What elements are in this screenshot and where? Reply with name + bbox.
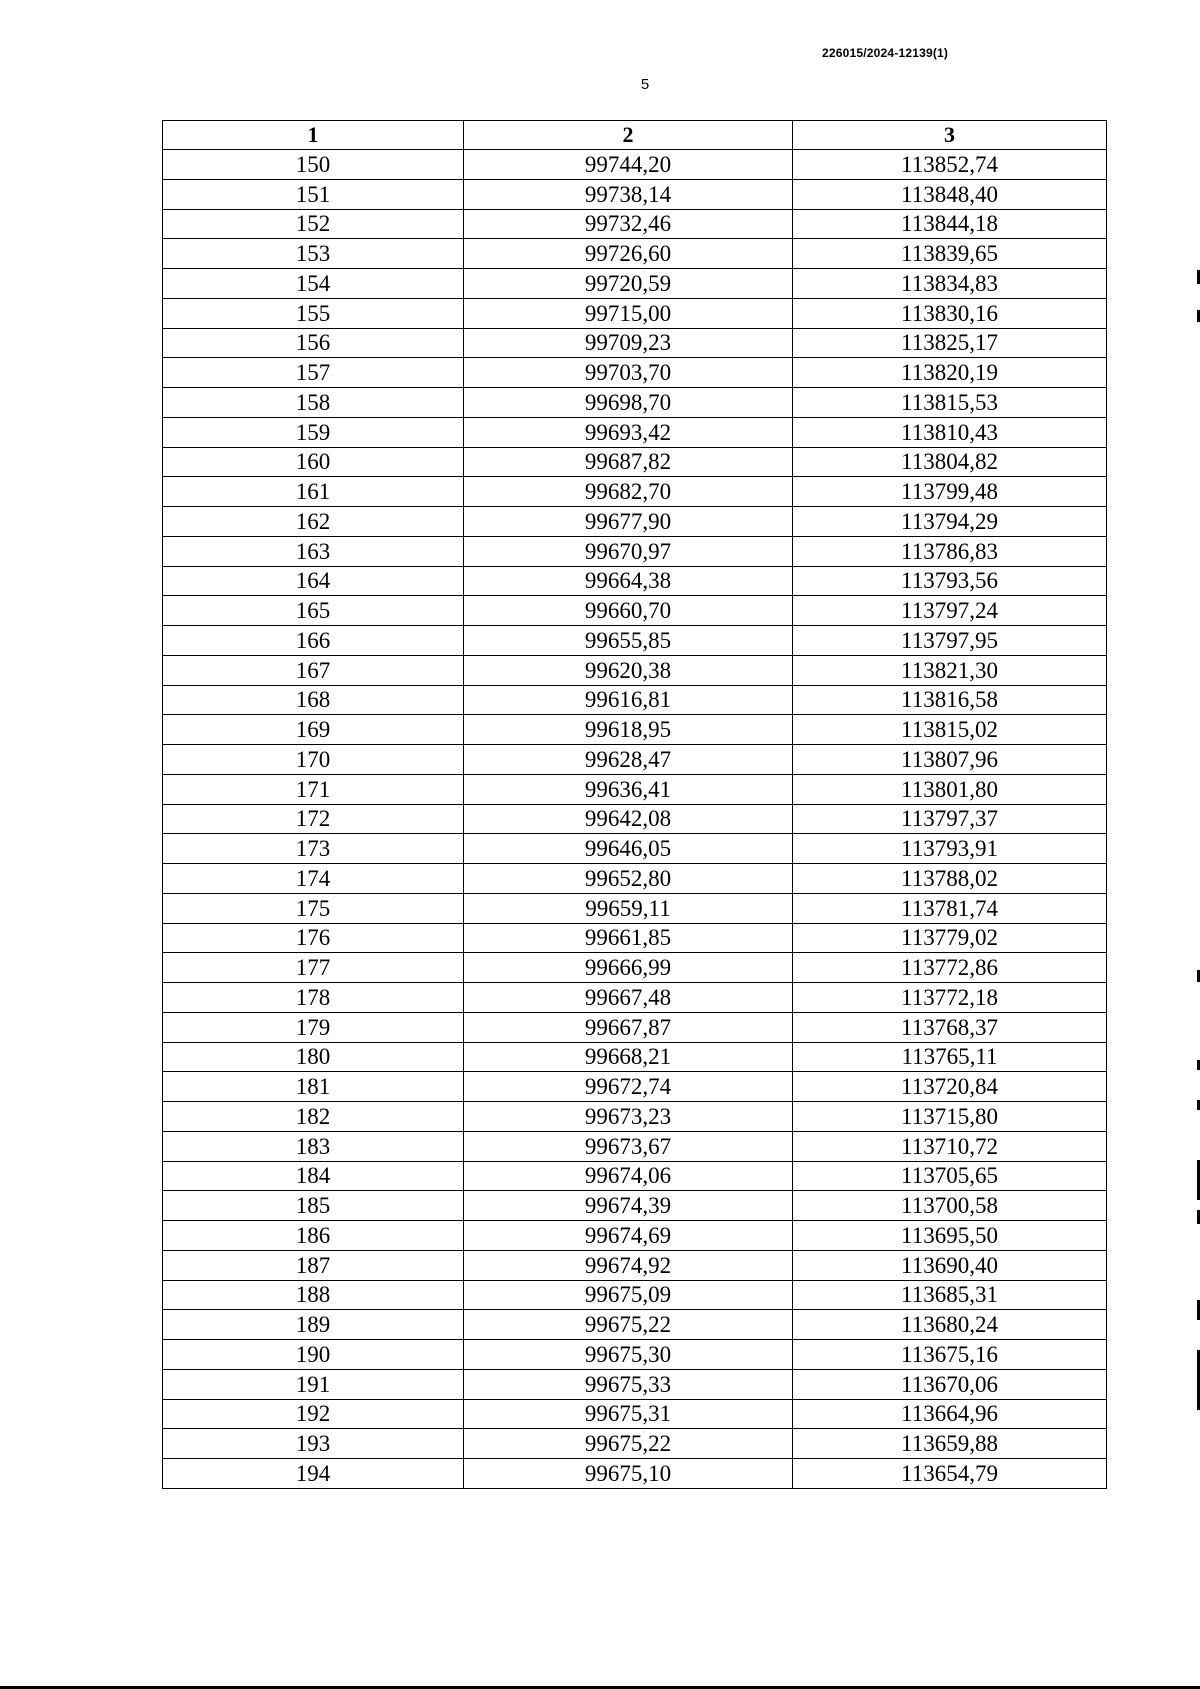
- table-row: [163, 1310, 1107, 1340]
- coordinate-x-cell: 99675,30: [464, 1340, 793, 1370]
- coordinate-y-cell: 113807,96: [793, 745, 1107, 775]
- point-number-cell: 178: [163, 983, 464, 1013]
- table-row: [163, 1042, 1107, 1072]
- coordinate-x-cell: 99675,22: [464, 1310, 793, 1340]
- coordinate-y-cell: 113768,37: [793, 1012, 1107, 1042]
- coordinate-x-cell: 99664,38: [464, 566, 793, 596]
- point-number-cell: 158: [163, 388, 464, 418]
- coordinate-y-cell: 113830,16: [793, 298, 1107, 328]
- table-row: [163, 596, 1107, 626]
- point-number-cell: 163: [163, 536, 464, 566]
- table-row: [163, 804, 1107, 834]
- point-number-cell: 191: [163, 1369, 464, 1399]
- point-number-cell: 174: [163, 864, 464, 894]
- coordinate-x-cell: 99655,85: [464, 626, 793, 656]
- coordinate-y-cell: 113810,43: [793, 417, 1107, 447]
- coordinate-y-cell: 113848,40: [793, 179, 1107, 209]
- coordinate-y-cell: 113815,02: [793, 715, 1107, 745]
- coordinate-x-cell: 99675,22: [464, 1429, 793, 1459]
- coordinate-y-cell: 113765,11: [793, 1042, 1107, 1072]
- coordinate-y-cell: 113675,16: [793, 1340, 1107, 1370]
- point-number-cell: 164: [163, 566, 464, 596]
- table-row: [163, 269, 1107, 299]
- coordinate-x-cell: 99616,81: [464, 685, 793, 715]
- point-number-cell: 154: [163, 269, 464, 299]
- coordinate-x-cell: 99693,42: [464, 417, 793, 447]
- table-row: [163, 745, 1107, 775]
- point-number-cell: 184: [163, 1161, 464, 1191]
- point-number-cell: 172: [163, 804, 464, 834]
- point-number-cell: 153: [163, 239, 464, 269]
- point-number-cell: 173: [163, 834, 464, 864]
- table-row: [163, 417, 1107, 447]
- point-number-cell: 155: [163, 298, 464, 328]
- coordinate-y-cell: 113659,88: [793, 1429, 1107, 1459]
- coordinate-y-cell: 113772,86: [793, 953, 1107, 983]
- table-row: [163, 536, 1107, 566]
- coordinate-y-cell: 113799,48: [793, 477, 1107, 507]
- point-number-cell: 150: [163, 150, 464, 180]
- table-row: [163, 1102, 1107, 1132]
- scan-edge-marks: [1194, 270, 1200, 1520]
- table-row: [163, 239, 1107, 269]
- coordinate-y-cell: 113690,40: [793, 1250, 1107, 1280]
- table-row: [163, 923, 1107, 953]
- coordinate-x-cell: 99744,20: [464, 150, 793, 180]
- point-number-cell: 182: [163, 1102, 464, 1132]
- table-row: [163, 685, 1107, 715]
- coordinate-x-cell: 99672,74: [464, 1072, 793, 1102]
- coordinate-y-cell: 113801,80: [793, 774, 1107, 804]
- point-number-cell: 170: [163, 745, 464, 775]
- coordinate-y-cell: 113794,29: [793, 507, 1107, 537]
- coordinate-x-cell: 99738,14: [464, 179, 793, 209]
- point-number-cell: 161: [163, 477, 464, 507]
- point-number-cell: 179: [163, 1012, 464, 1042]
- coordinate-x-cell: 99661,85: [464, 923, 793, 953]
- table-row: [163, 1012, 1107, 1042]
- coordinate-x-cell: 99720,59: [464, 269, 793, 299]
- coordinate-x-cell: 99732,46: [464, 209, 793, 239]
- coordinate-x-cell: 99646,05: [464, 834, 793, 864]
- point-number-cell: 162: [163, 507, 464, 537]
- coordinate-x-cell: 99674,92: [464, 1250, 793, 1280]
- table-row: [163, 1250, 1107, 1280]
- coordinate-y-cell: 113815,53: [793, 388, 1107, 418]
- coordinate-y-cell: 113793,56: [793, 566, 1107, 596]
- point-number-cell: 169: [163, 715, 464, 745]
- coordinate-x-cell: 99666,99: [464, 953, 793, 983]
- table-row: [163, 388, 1107, 418]
- table-row: [163, 774, 1107, 804]
- coordinates-table: [162, 120, 1107, 1489]
- coordinate-y-cell: 113664,96: [793, 1399, 1107, 1429]
- point-number-cell: 188: [163, 1280, 464, 1310]
- point-number-cell: 189: [163, 1310, 464, 1340]
- table-row: [163, 626, 1107, 656]
- coordinate-x-cell: 99659,11: [464, 893, 793, 923]
- point-number-cell: 167: [163, 655, 464, 685]
- point-number-cell: 194: [163, 1459, 464, 1489]
- table-row: [163, 1459, 1107, 1489]
- point-number-cell: 151: [163, 179, 464, 209]
- coordinate-x-cell: 99687,82: [464, 447, 793, 477]
- table-row: [163, 1399, 1107, 1429]
- coordinate-y-cell: 113772,18: [793, 983, 1107, 1013]
- coordinate-x-cell: 99620,38: [464, 655, 793, 685]
- coordinate-x-cell: 99642,08: [464, 804, 793, 834]
- table-row: [163, 1161, 1107, 1191]
- coordinate-y-cell: 113670,06: [793, 1369, 1107, 1399]
- coordinate-y-cell: 113793,91: [793, 834, 1107, 864]
- point-number-cell: 185: [163, 1191, 464, 1221]
- coordinate-y-cell: 113852,74: [793, 150, 1107, 180]
- point-number-cell: 168: [163, 685, 464, 715]
- table-row: [163, 477, 1107, 507]
- table-row: [163, 1131, 1107, 1161]
- coordinate-y-cell: 113821,30: [793, 655, 1107, 685]
- coordinate-x-cell: 99636,41: [464, 774, 793, 804]
- coordinate-x-cell: 99652,80: [464, 864, 793, 894]
- coordinate-x-cell: 99709,23: [464, 328, 793, 358]
- table-body: [163, 150, 1107, 1489]
- table-row: [163, 1191, 1107, 1221]
- column-header-2: 2: [464, 121, 793, 150]
- coordinate-x-cell: 99660,70: [464, 596, 793, 626]
- table-row: [163, 507, 1107, 537]
- table-row: [163, 983, 1107, 1013]
- coordinate-y-cell: 113788,02: [793, 864, 1107, 894]
- table-row: [163, 179, 1107, 209]
- coordinate-y-cell: 113700,58: [793, 1191, 1107, 1221]
- point-number-cell: 175: [163, 893, 464, 923]
- coordinate-y-cell: 113781,74: [793, 893, 1107, 923]
- point-number-cell: 160: [163, 447, 464, 477]
- coordinate-x-cell: 99675,33: [464, 1369, 793, 1399]
- table-row: [163, 715, 1107, 745]
- coordinate-y-cell: 113654,79: [793, 1459, 1107, 1489]
- coordinate-x-cell: 99698,70: [464, 388, 793, 418]
- coordinate-y-cell: 113705,65: [793, 1161, 1107, 1191]
- coordinate-y-cell: 113839,65: [793, 239, 1107, 269]
- coordinate-x-cell: 99674,39: [464, 1191, 793, 1221]
- coordinate-y-cell: 113680,24: [793, 1310, 1107, 1340]
- point-number-cell: 159: [163, 417, 464, 447]
- table-row: [163, 328, 1107, 358]
- coordinate-x-cell: 99667,87: [464, 1012, 793, 1042]
- coordinate-x-cell: 99673,23: [464, 1102, 793, 1132]
- table-row: [163, 834, 1107, 864]
- point-number-cell: 166: [163, 626, 464, 656]
- coordinate-y-cell: 113825,17: [793, 328, 1107, 358]
- coordinate-x-cell: 99675,10: [464, 1459, 793, 1489]
- point-number-cell: 171: [163, 774, 464, 804]
- table-row: [163, 864, 1107, 894]
- page-number: 5: [640, 76, 650, 93]
- coordinate-y-cell: 113710,72: [793, 1131, 1107, 1161]
- coordinate-x-cell: 99675,31: [464, 1399, 793, 1429]
- header-row: [163, 121, 1107, 150]
- table-header: [163, 121, 1107, 150]
- table-row: [163, 953, 1107, 983]
- coordinate-x-cell: 99682,70: [464, 477, 793, 507]
- point-number-cell: 180: [163, 1042, 464, 1072]
- table-row: [163, 566, 1107, 596]
- table-row: [163, 1369, 1107, 1399]
- table-row: [163, 1429, 1107, 1459]
- coordinate-x-cell: 99674,06: [464, 1161, 793, 1191]
- point-number-cell: 186: [163, 1221, 464, 1251]
- coordinate-x-cell: 99667,48: [464, 983, 793, 1013]
- point-number-cell: 152: [163, 209, 464, 239]
- table-row: [163, 1221, 1107, 1251]
- coordinate-y-cell: 113715,80: [793, 1102, 1107, 1132]
- table-row: [163, 1340, 1107, 1370]
- coordinate-y-cell: 113786,83: [793, 536, 1107, 566]
- table-row: [163, 150, 1107, 180]
- coordinate-y-cell: 113797,24: [793, 596, 1107, 626]
- coordinate-x-cell: 99715,00: [464, 298, 793, 328]
- point-number-cell: 177: [163, 953, 464, 983]
- coordinate-y-cell: 113695,50: [793, 1221, 1107, 1251]
- table-row: [163, 298, 1107, 328]
- point-number-cell: 176: [163, 923, 464, 953]
- point-number-cell: 183: [163, 1131, 464, 1161]
- coordinate-x-cell: 99726,60: [464, 239, 793, 269]
- coordinate-x-cell: 99703,70: [464, 358, 793, 388]
- coordinate-x-cell: 99628,47: [464, 745, 793, 775]
- point-number-cell: 190: [163, 1340, 464, 1370]
- coordinate-y-cell: 113797,95: [793, 626, 1107, 656]
- coordinate-x-cell: 99675,09: [464, 1280, 793, 1310]
- point-number-cell: 187: [163, 1250, 464, 1280]
- table-row: [163, 358, 1107, 388]
- coordinate-x-cell: 99670,97: [464, 536, 793, 566]
- table-row: [163, 655, 1107, 685]
- table-row: [163, 447, 1107, 477]
- point-number-cell: 192: [163, 1399, 464, 1429]
- coordinate-y-cell: 113816,58: [793, 685, 1107, 715]
- coordinate-y-cell: 113804,82: [793, 447, 1107, 477]
- document-id: 226015/2024-12139(1): [822, 46, 949, 60]
- coordinate-x-cell: 99674,69: [464, 1221, 793, 1251]
- table-row: [163, 209, 1107, 239]
- column-header-3: 3: [793, 121, 1107, 150]
- point-number-cell: 193: [163, 1429, 464, 1459]
- coordinate-x-cell: 99668,21: [464, 1042, 793, 1072]
- table-row: [163, 1072, 1107, 1102]
- coordinate-y-cell: 113834,83: [793, 269, 1107, 299]
- coordinate-y-cell: 113820,19: [793, 358, 1107, 388]
- point-number-cell: 157: [163, 358, 464, 388]
- coordinate-y-cell: 113797,37: [793, 804, 1107, 834]
- point-number-cell: 165: [163, 596, 464, 626]
- coordinate-x-cell: 99618,95: [464, 715, 793, 745]
- table-row: [163, 893, 1107, 923]
- coordinate-x-cell: 99677,90: [464, 507, 793, 537]
- coordinate-x-cell: 99673,67: [464, 1131, 793, 1161]
- point-number-cell: 156: [163, 328, 464, 358]
- point-number-cell: 181: [163, 1072, 464, 1102]
- column-header-1: 1: [163, 121, 464, 150]
- coordinate-y-cell: 113844,18: [793, 209, 1107, 239]
- table-row: [163, 1280, 1107, 1310]
- coordinate-y-cell: 113720,84: [793, 1072, 1107, 1102]
- coordinate-y-cell: 113779,02: [793, 923, 1107, 953]
- coordinate-y-cell: 113685,31: [793, 1280, 1107, 1310]
